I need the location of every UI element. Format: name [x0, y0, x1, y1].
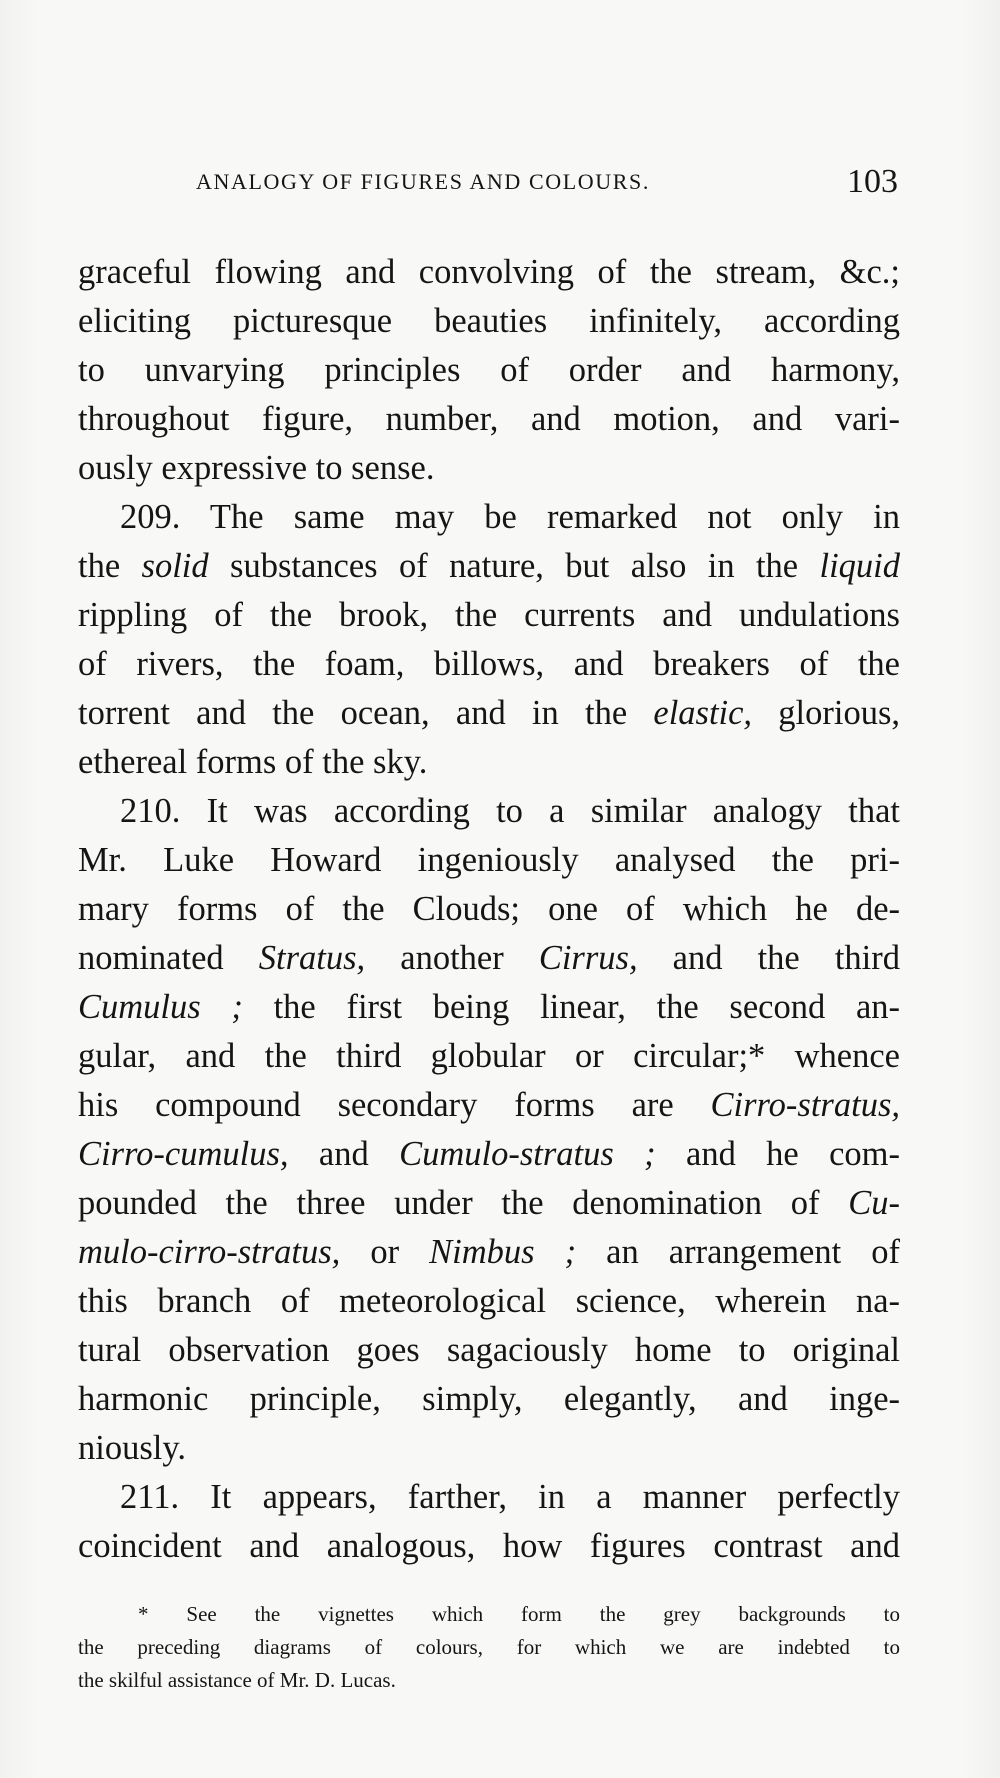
- paragraph-210-start: 210. It was according to a similar analogy that: [120, 792, 900, 830]
- text-line: niously.: [78, 1429, 186, 1467]
- text-line: mary forms of the Clouds; one of which he de-: [78, 890, 900, 928]
- text-line: pounded the three under the denomination of Cu-: [78, 1184, 900, 1222]
- text-line: mulo-cirro-stratus, or Nimbus ; an arrangement of: [78, 1233, 900, 1271]
- body-text: [78, 248, 900, 1571]
- text-line: ethereal forms of the sky.: [78, 743, 428, 781]
- footnote-line: the preceding diagrams of colours, for which we are indebted to: [78, 1635, 900, 1659]
- text-line: torrent and the ocean, and in the elastic, glorious,: [78, 694, 900, 732]
- page-number: 103: [847, 163, 898, 200]
- footnote-line: * See the vignettes which form the grey backgrounds to: [138, 1602, 900, 1626]
- text-line: Cirro-cumulus, and Cumulo-stratus ; and he com-: [78, 1135, 900, 1173]
- text-line: gular, and the third globular or circular;* whence: [78, 1037, 900, 1075]
- paragraph-211-start: 211. It appears, farther, in a manner perfectly: [120, 1478, 900, 1516]
- text-line: coincident and analogous, how figures contrast and: [78, 1527, 900, 1565]
- footnote-line: the skilful assistance of Mr. D. Lucas.: [78, 1668, 396, 1692]
- text-line: Cumulus ; the first being linear, the second an-: [78, 988, 900, 1026]
- text-line: ously expressive to sense.: [78, 449, 435, 487]
- text-line: the solid substances of nature, but also in the liquid: [78, 547, 900, 585]
- text-line: his compound secondary forms are Cirro-stratus,: [78, 1086, 900, 1124]
- text-line: to unvarying principles of order and harmony,: [78, 351, 900, 389]
- text-line: of rivers, the foam, billows, and breakers of the: [78, 645, 900, 683]
- footnote: [78, 1598, 900, 1697]
- running-head: ANALOGY OF FIGURES AND COLOURS.: [196, 169, 650, 194]
- text-line: nominated Stratus, another Cirrus, and the third: [78, 939, 901, 977]
- text-line: rippling of the brook, the currents and undulations: [78, 596, 900, 634]
- page-header: [196, 163, 898, 203]
- text-line: graceful flowing and convolving of the stream, &c.;: [78, 253, 900, 291]
- text-line: tural observation goes sagaciously home to original: [78, 1331, 900, 1369]
- text-line: harmonic principle, simply, elegantly, and inge-: [78, 1380, 900, 1418]
- text-line: this branch of meteorological science, wherein na-: [78, 1282, 900, 1320]
- text-line: throughout figure, number, and motion, and vari-: [78, 400, 900, 438]
- text-line: eliciting picturesque beauties infinitely, according: [78, 302, 900, 340]
- paragraph-209-start: 209. The same may be remarked not only in: [120, 498, 900, 536]
- text-line: Mr. Luke Howard ingeniously analysed the pri-: [78, 841, 900, 879]
